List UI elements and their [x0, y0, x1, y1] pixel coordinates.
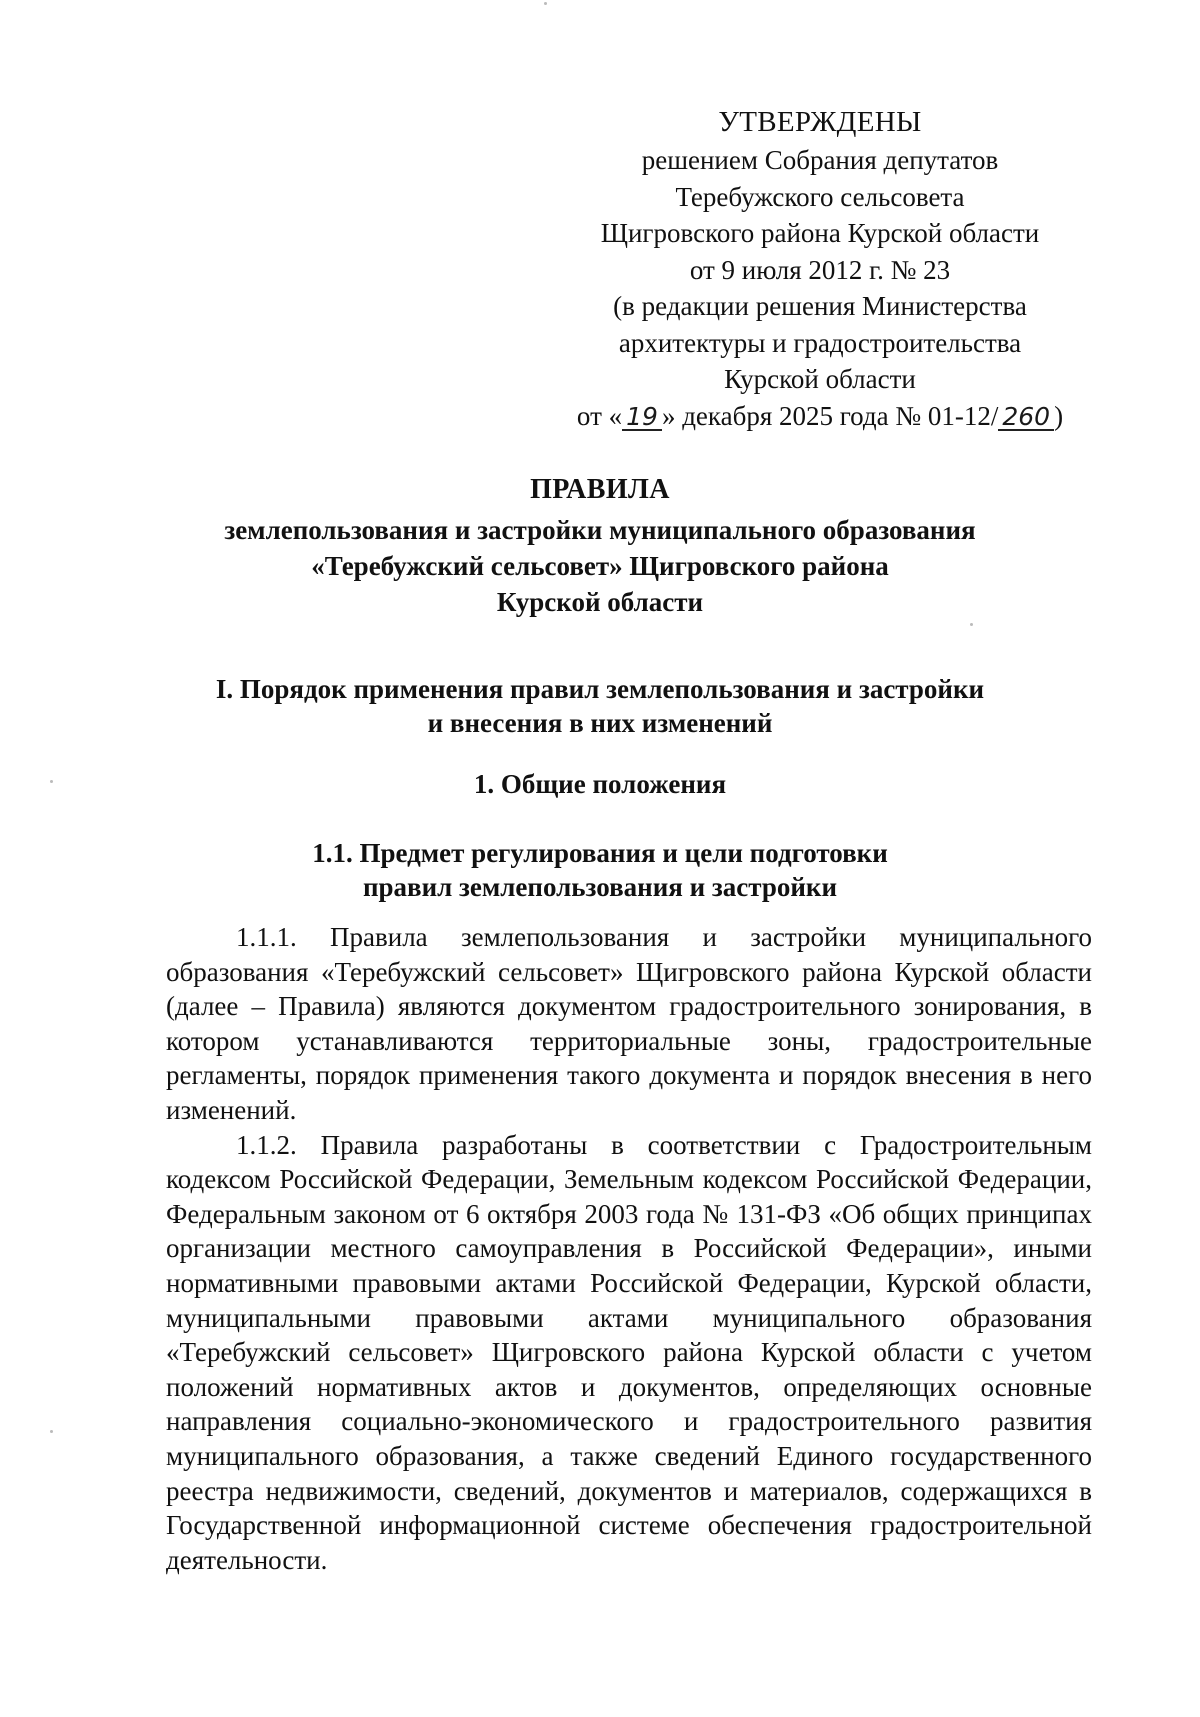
document-subtitle-1: землепользования и застройки муниципального образования — [224, 515, 976, 545]
scan-speck — [544, 2, 547, 5]
document-title: ПРАВИЛА — [530, 474, 670, 505]
subsection-heading-line-2: правил землепользования и застройки — [362, 872, 838, 902]
approval-line-7: Курской области — [724, 364, 916, 394]
handwritten-number: 260 — [998, 405, 1054, 431]
section-heading-line-1: I. Порядок применения правил землепользования и застройки — [215, 674, 985, 704]
approval-line-8 — [560, 398, 1080, 435]
approval-title: УТВЕРЖДЕНЫ — [718, 106, 922, 138]
chapter-heading-text: 1. Общие положения — [473, 769, 727, 799]
approval-line-5: (в редакции решения Министерства — [613, 291, 1027, 321]
subsection-heading — [100, 836, 1100, 904]
scan-speck — [50, 780, 53, 783]
approval-line-1: решением Собрания депутатов — [641, 145, 999, 175]
section-heading — [100, 672, 1100, 740]
approval-date-prefix: от « — [576, 400, 623, 431]
approval-stamp-block — [560, 102, 1080, 434]
paragraph-1-1-1: 1.1.1. Правила землепользования и застройки муниципального образования «Теребужский сельсовет» Щигровского района Курской области (далее – Правила) являются документом градостроительного зонирования, в котором устанавливаются территориальные зоны, градостроительные регламенты, порядок применения такого документа и порядок внесения в него изменений. — [166, 922, 1092, 1125]
section-heading-line-2: и внесения в них изменений — [427, 708, 773, 738]
approval-line-2: Теребужского сельсовета — [675, 181, 965, 212]
handwritten-day: 19 — [622, 405, 662, 431]
approval-line-3: Щигровского района Курской области — [600, 218, 1040, 248]
scan-speck — [970, 623, 973, 626]
approval-line-4: от 9 июля 2012 г. № 23 — [689, 254, 951, 285]
body-text — [166, 920, 1092, 1577]
paragraph-1-1-2: 1.1.2. Правила разработаны в соответствии с Градостроительным кодексом Российской Федерации, Земельным кодексом Российской Федерации, Федеральным законом от 6 октября 2003 года № 131-ФЗ «Об общих принципах организации местного самоуправления в Российской Федерации», иными нормативными правовыми актами Российской Федерации, Курской области, муниципальными правовыми актами муниципального образования «Теребужский сельсовет» Щигровского района Курской области с учетом положений нормативных актов и документов, определяющих основные направления социально-экономического и градостроительного развития муниципального образования, а также сведений Единого государственного реестра недвижимости, сведений, документов и материалов, содержащихся в Государственной информационной системе обеспечения градостроительной деятельности. — [166, 1129, 1092, 1575]
approval-date-mid: » декабря 2025 года № 01-12/ — [661, 400, 999, 431]
document-title-block — [100, 472, 1100, 620]
scan-speck — [50, 1430, 53, 1433]
approval-date-suffix: ) — [1054, 400, 1064, 431]
approval-line-6: архитектуры и градостроительства — [618, 327, 1022, 358]
document-subtitle-2: «Теребужский сельсовет» Щигровского района — [311, 551, 889, 581]
chapter-heading — [100, 767, 1100, 801]
document-subtitle-3: Курской области — [496, 587, 704, 617]
subsection-heading-line-1: 1.1. Предмет регулирования и цели подготовки — [312, 838, 888, 868]
